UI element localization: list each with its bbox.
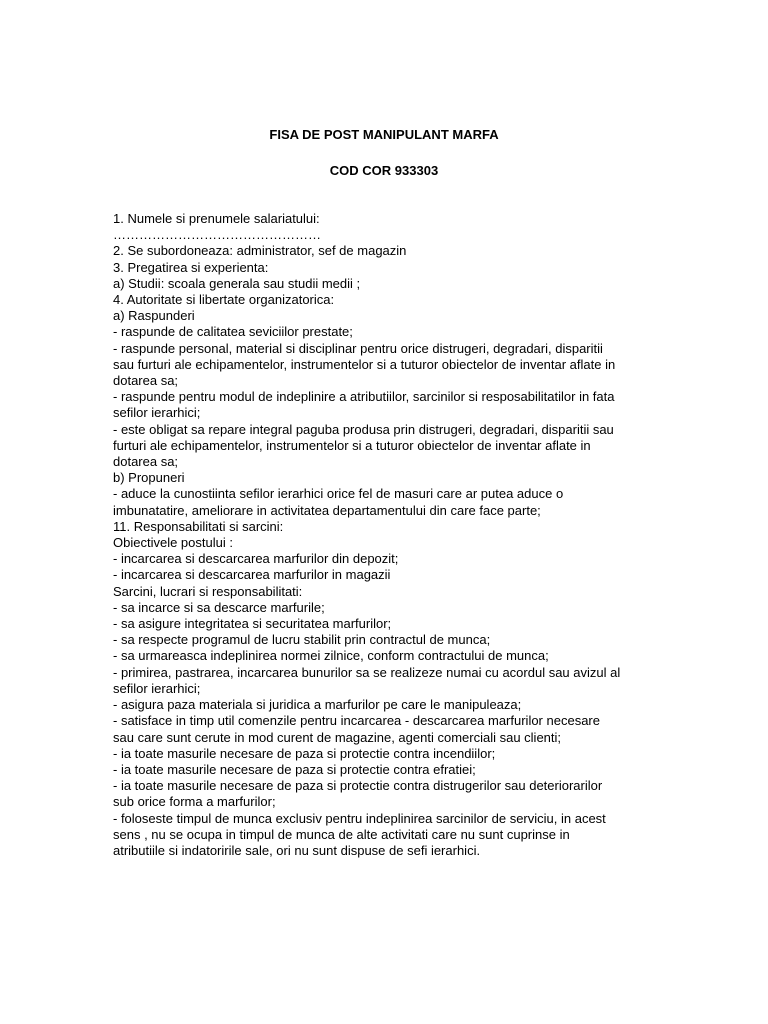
document-line: Obiectivele postului :: [113, 535, 233, 551]
document-line: sau care sunt cerute in mod curent de magazine, agenti comerciali sau clienti;: [113, 729, 562, 745]
document-line: 4. Autoritate si libertate organizatorica:: [113, 292, 335, 308]
document-line: 1. Numele si prenumele salariatului:: [113, 211, 320, 226]
document-line: - incarcarea si descarcarea marfurilor din depozit;: [113, 551, 399, 567]
document-line: - raspunde pentru modul de indeplinire a atributiilor, sarcinilor si resposabilitatilor in fata: [113, 389, 615, 405]
document-line: b) Propuneri: [113, 470, 185, 486]
document-code: COD COR 933303: [329, 163, 439, 178]
document-line: - primirea, pastrarea, incarcarea bunurilor sa se realizeze numai cu acordul sau avizul al: [113, 664, 621, 680]
document-line: - ia toate masurile necesare de paza si protectie contra distrugerilor sau deteriorarilor: [113, 778, 603, 794]
document-line: - ia toate masurile necesare de paza si protectie contra efratiei;: [113, 761, 476, 777]
document-line: 11. Responsabilitati si sarcini:: [113, 518, 284, 534]
document-line: sefilor ierarhici;: [113, 680, 201, 696]
document-line: - aduce la cunostiinta sefilor ierarhici orice fel de masuri care ar putea aduce o: [113, 486, 564, 502]
document-line: 2. Se subordoneaza: administrator, sef de magazin: [113, 243, 407, 259]
document-line: a) Studii: scoala generala sau studii medii ;: [113, 275, 361, 291]
document-line: - sa incarce si sa descarce marfurile;: [113, 599, 325, 615]
document-line: - raspunde de calitatea seviciilor prestate;: [113, 324, 353, 340]
document-line: Sarcini, lucrari si responsabilitati:: [113, 583, 303, 599]
document-body: [113, 211, 658, 859]
document-line: 3. Pregatirea si experienta:: [113, 259, 269, 275]
document-line: sens , nu se ocupa in timpul de munca de alte activitati care nu sunt cuprinse in: [113, 826, 570, 842]
document-line: furturi ale echipamentelor, instrumentelor si a tuturor obiectelor de inventar aflate in: [113, 437, 591, 453]
document-line: a) Raspunderi: [113, 308, 195, 324]
document-line: - incarcarea si descarcarea marfurilor in magazii: [113, 567, 391, 583]
document-line: dotarea sa;: [113, 373, 179, 389]
document-line: sub orice forma a marfurilor;: [113, 794, 276, 810]
document-line: - satisface in timp util comenzile pentru incarcarea - descarcarea marfurilor necesare: [113, 713, 600, 729]
document-line: - este obligat sa repare integral paguba produsa prin distrugeri, degradari, disparitii sau: [113, 421, 614, 437]
document-line: sefilor ierarhici;: [113, 405, 201, 421]
document-line: - sa urmareasca indeplinirea normei zilnice, conform contractului de munca;: [113, 648, 549, 664]
document-line: - foloseste timpul de munca exclusiv pentru indeplinirea sarcinilor de serviciu, in acest: [113, 810, 606, 826]
document-line: imbunatatire, ameliorare in activitatea departamentului din care face parte;: [113, 502, 541, 518]
document-line: …………………………………………: [113, 227, 321, 243]
document-line: - sa asigure integritatea si securitatea marfurilor;: [113, 616, 392, 632]
document-line: - sa respecte programul de lucru stabilit prin contractul de munca;: [113, 632, 491, 648]
document-line: atributiile si indatoririle sale, ori nu sunt dispuse de sefi ierarhici.: [113, 842, 481, 858]
document-title: FISA DE POST MANIPULANT MARFA: [269, 127, 499, 142]
document-line: - asigura paza materiala si juridica a marfurilor pe care le manipuleaza;: [113, 697, 522, 713]
document-line: sau furturi ale echipamentelor, instrumentelor si a tuturor obiectelor de inventar aflate in: [113, 356, 616, 372]
document-line: dotarea sa;: [113, 454, 179, 470]
document-line: - raspunde personal, material si disciplinar pentru orice distrugeri, degradari, disparitii: [113, 340, 603, 356]
document-line: - ia toate masurile necesare de paza si protectie contra incendiilor;: [113, 745, 496, 761]
